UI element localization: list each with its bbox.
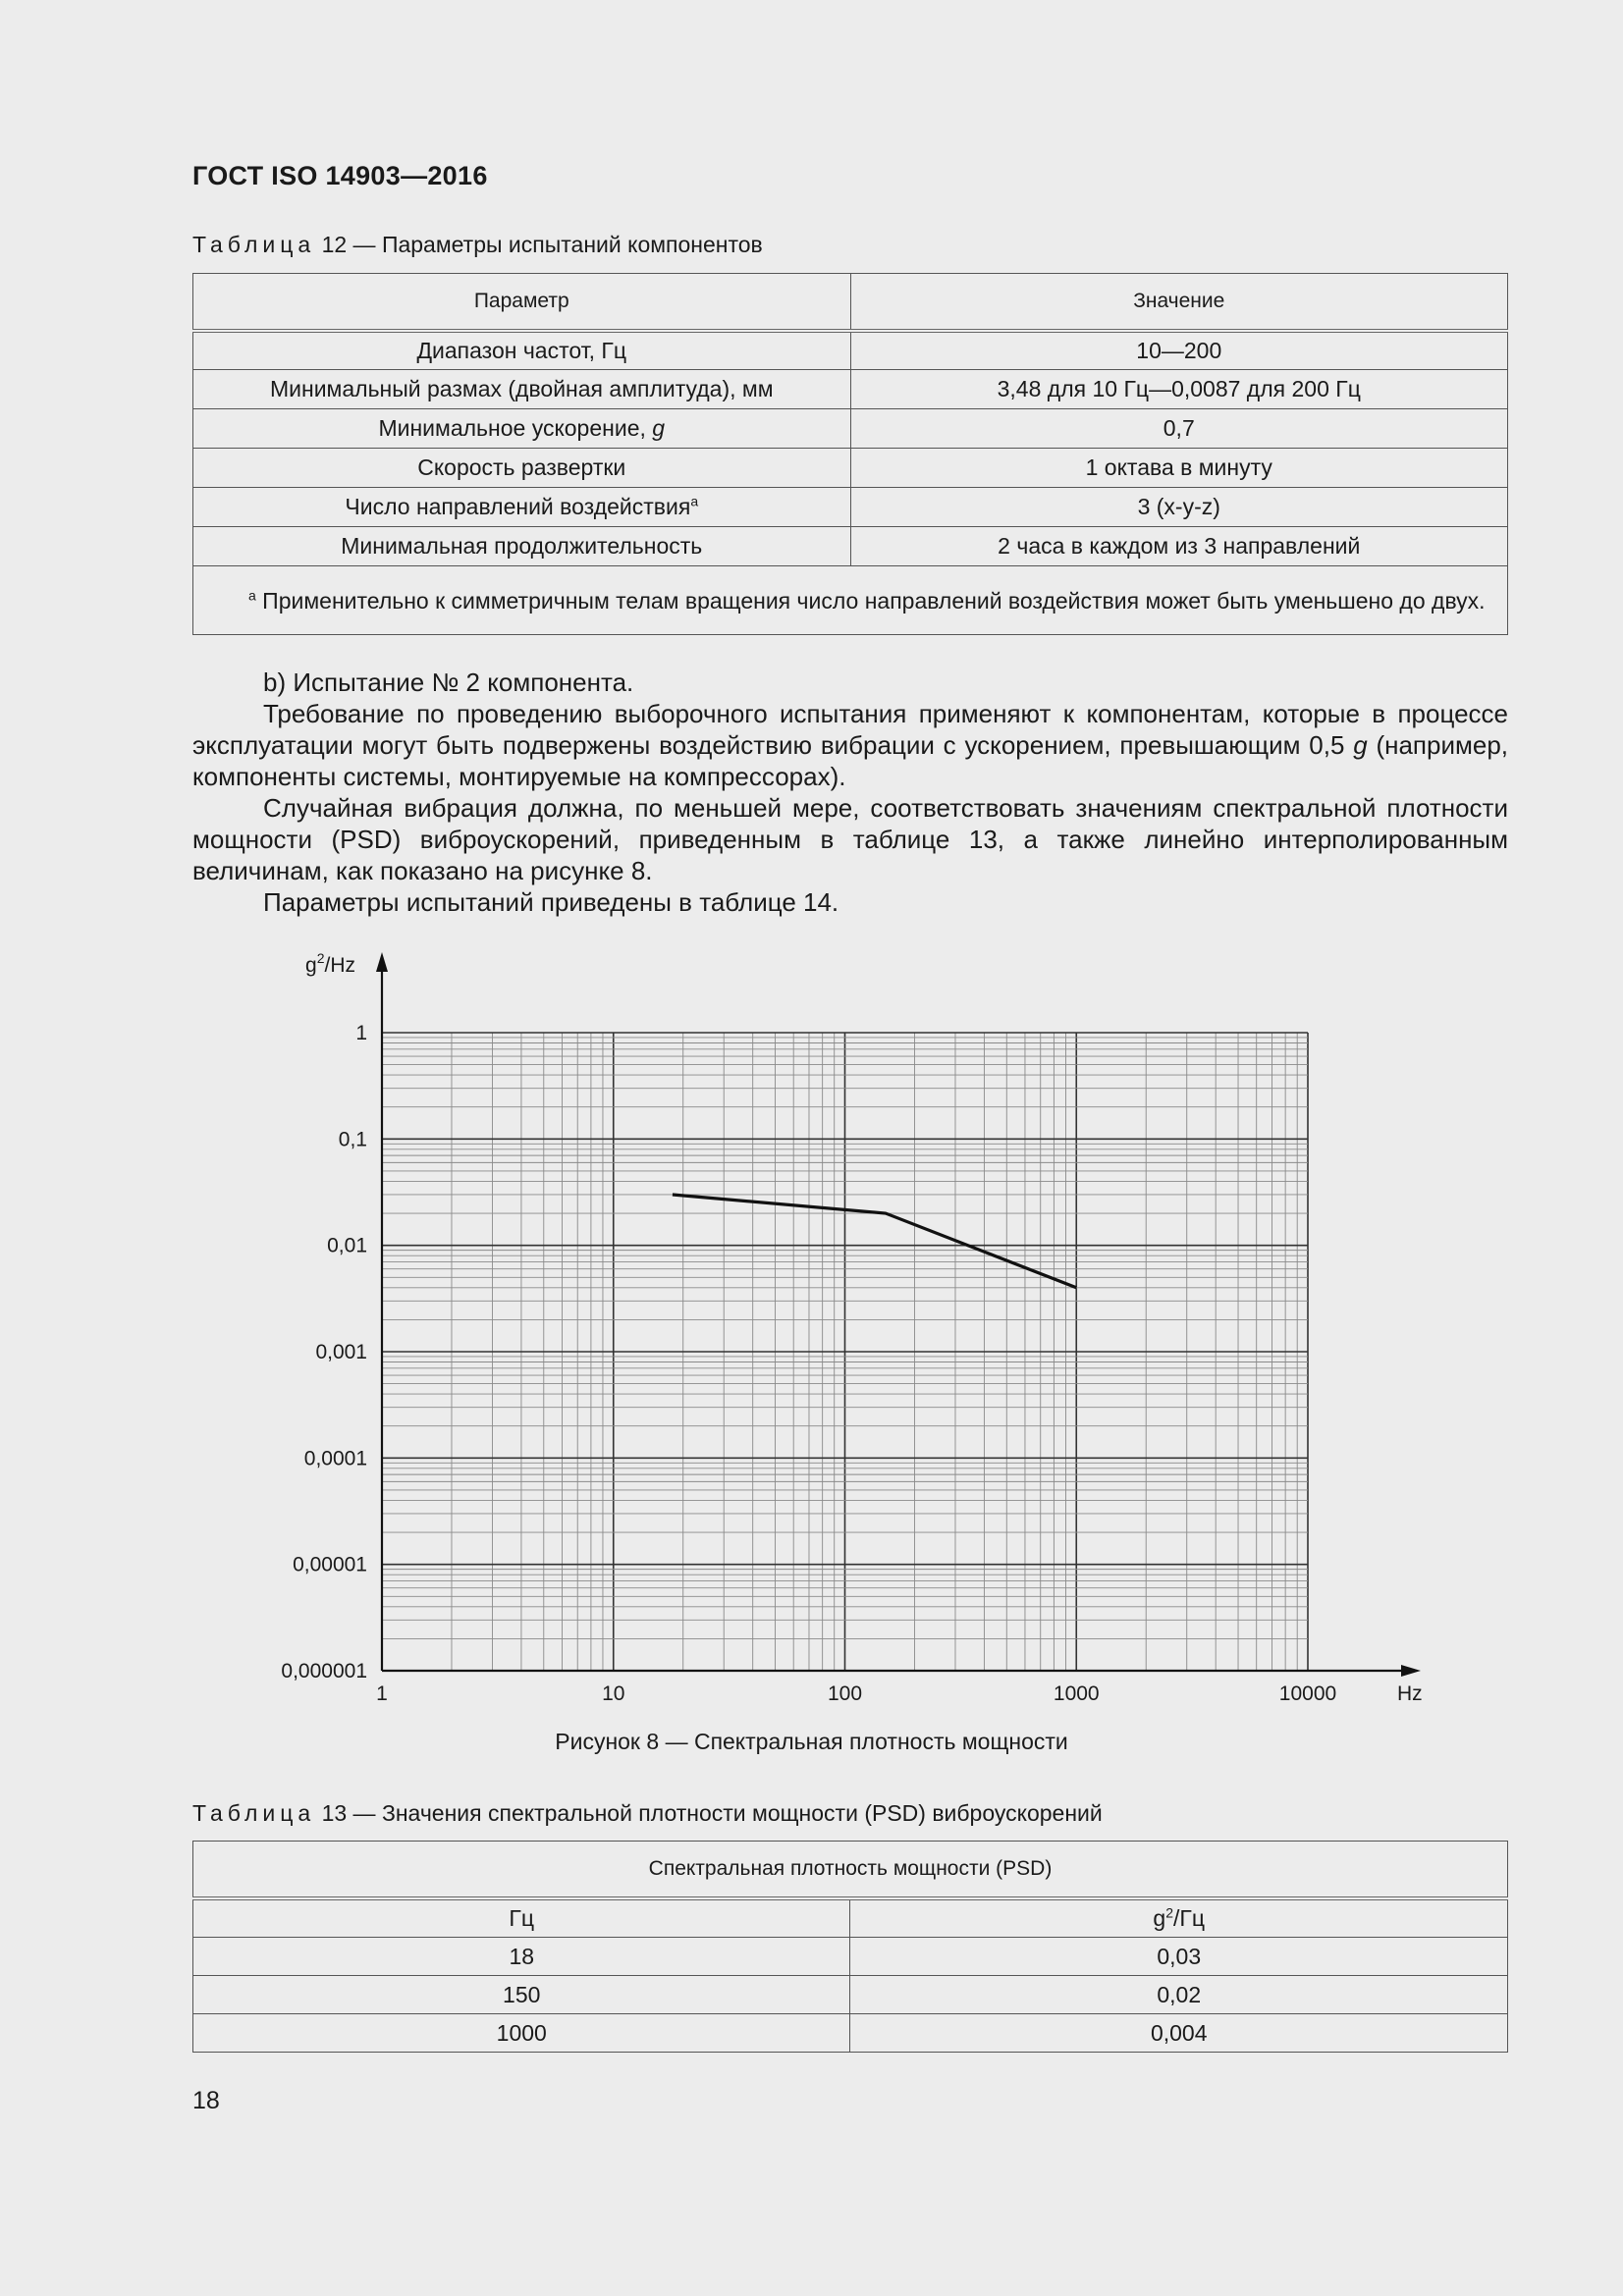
psd-series-line [673,1195,1076,1288]
paragraph-requirement-text-b: (например, компоненты системы, монтируемые на компрессорах). [192,730,1508,791]
footnote-ref: а [690,493,699,509]
figure-caption: Рисунок 8 — Спектральная плотность мощности [555,1729,1068,1754]
table13-group-header: Спектральная плотность мощности (PSD) [193,1842,1508,1898]
y-tick-label: 0,0001 [303,1447,367,1470]
table12-header-param: Параметр [193,274,851,331]
document-header: ГОСТ ISO 14903—2016 [192,161,488,190]
x-tick-label: 10000 [1278,1682,1337,1705]
table12-cell-param-text: Минимальное ускорение, [378,415,653,441]
x-tick-label: 1 [376,1682,388,1705]
table-row [193,1976,1508,2014]
table12-caption-prefix: Таблица [192,232,316,257]
x-tick-label: 1000 [1053,1682,1100,1705]
table13 [192,1841,1508,2053]
y-tick-label: 1 [355,1022,367,1044]
table13-cell-hz: 1000 [193,2014,850,2053]
table13-cell-psd: 0,03 [850,1938,1508,1976]
table12-cell-value: 0,7 [850,409,1507,449]
table12-cell-value: 3 (x-y-z) [850,488,1507,527]
y-tick-label: 0,00001 [293,1553,367,1576]
y-axis-label: $g^2/Hz$ [305,950,355,977]
table12-cell-param: Диапазон частот, Гц [193,331,851,370]
table13-caption [192,1800,1103,1827]
table13-cell-psd: 0,004 [850,2014,1508,2053]
paragraph-requirement-unit: g [1353,730,1368,760]
y-tick-label: 0,001 [315,1341,367,1363]
table13-header-hz: Гц [193,1898,850,1938]
paragraph-requirement-text-a: Требование по проведению выборочного испытания применяют к компонентам, которые в процессе эксплуатации могут быть подвержены воздействию вибрации с ускорением, превышающим 0,5 [192,699,1508,760]
table12-cell-value: 10—200 [850,331,1507,370]
table12-cell-param-text: Число направлений воздействия [345,494,691,519]
chart-grid [382,1033,1308,1671]
x-tick-label: 100 [827,1682,863,1705]
x-tick-label: 10 [602,1682,625,1705]
paragraph-test-params: Параметры испытаний приведены в таблице 14. [263,887,839,917]
table12-footnote-text: Применительно к симметричным телам вращения число направлений воздействия может быть уменьшено до двух. [255,587,1486,614]
table13-caption-text: 13 — Значения спектральной плотности мощности (PSD) виброускорений [315,1800,1103,1826]
y-tick-label: 0,01 [327,1234,367,1257]
x-axis-label: Hz [1397,1682,1423,1705]
table12-cell-param: Скорость развертки [193,449,851,488]
table12-cell-param: Минимальный размах (двойная амплитуда), мм [193,370,851,409]
table12-cell-value: 1 октава в минуту [850,449,1507,488]
page-number: 18 [192,2087,220,2114]
table12-cell-param: Минимальная продолжительность [193,527,851,566]
table12-caption-text: 12 — Параметры испытаний компонентов [315,232,763,257]
paragraph-item-b: b) Испытание № 2 компонента. [263,667,634,697]
chart-series [673,1195,1076,1288]
y-axis-arrow [376,952,388,972]
table12-cell-param-unit: g [652,415,666,441]
table12-cell-value: 2 часа в каждом из 3 направлений [850,527,1507,566]
table13-cell-hz: 18 [193,1938,850,1976]
table13-cell-hz: 150 [193,1976,850,2014]
table12-cell-value: 3,48 для 10 Гц—0,0087 для 200 Гц [850,370,1507,409]
chart-axes [376,952,1421,1677]
y-tick-label: 0,000001 [281,1660,367,1682]
table13-header-psd-exp: 2 [1165,1904,1174,1921]
paragraph-random-vibration: Случайная вибрация должна, по меньшей мере, соответствовать значениям спектральной плотности мощности (PSD) виброускорений, приведенным в таблице 13, а также линейно интерполированным величинам, как показано на рисунке 8. [192,793,1508,885]
table-row [193,2014,1508,2053]
table12-header-value: Значение [850,274,1507,331]
x-axis-arrow [1401,1665,1421,1677]
y-tick-label: 0,1 [338,1128,367,1151]
table-row [193,1938,1508,1976]
table13-header-psd-unit: /Гц [1173,1904,1206,1931]
table13-caption-prefix: Таблица [192,1800,316,1826]
footnote-mark: а [248,586,256,603]
table13-header-psd-base: g [1153,1904,1166,1931]
table13-cell-psd: 0,02 [850,1976,1508,2014]
table13-header-psd [850,1898,1508,1938]
